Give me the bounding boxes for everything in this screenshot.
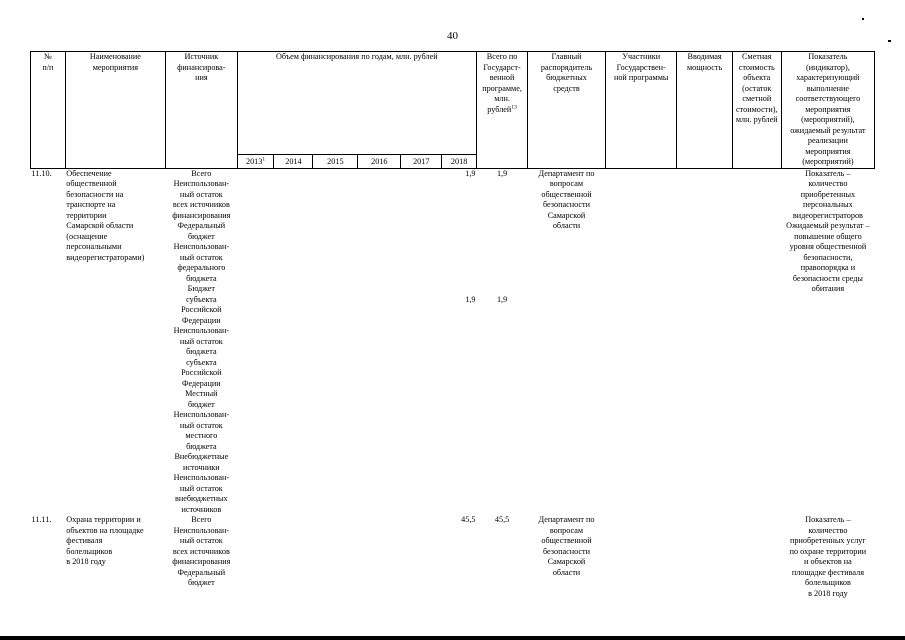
funding-table bbox=[30, 51, 875, 599]
text-line: бюджет bbox=[187, 399, 215, 409]
funding-sources bbox=[166, 515, 238, 599]
total-all-sources: 1,9 bbox=[496, 168, 508, 178]
text-line: сметной bbox=[742, 94, 772, 103]
text-line: Федеральный bbox=[177, 567, 226, 577]
text-line: всех источников bbox=[172, 200, 230, 209]
text-line: Сметная bbox=[741, 52, 772, 61]
text-line: внебюджетных bbox=[175, 494, 228, 503]
text-line: Российской bbox=[181, 368, 222, 377]
row-number: 11.11. bbox=[31, 515, 52, 524]
text-line: источники bbox=[183, 462, 220, 472]
text-line: (мероприятий), bbox=[801, 115, 855, 124]
text-line: (остаток bbox=[742, 83, 772, 93]
header-estimate bbox=[732, 52, 781, 169]
text-line: видеорегистраторами) bbox=[66, 252, 145, 262]
header-year-2018: 2018 bbox=[442, 154, 477, 168]
text-line: и объектов на bbox=[804, 557, 852, 566]
footnote-mark: 13 bbox=[511, 103, 517, 110]
text-line: стоимости), bbox=[736, 104, 778, 114]
text-line: Участники bbox=[622, 52, 661, 61]
text-line: бюджет bbox=[187, 578, 215, 587]
text-line: Неиспользован- bbox=[173, 410, 230, 419]
text-line: количество bbox=[808, 525, 848, 535]
text-line: Ожидаемый результат – bbox=[786, 221, 870, 230]
text-line: Показатель bbox=[808, 52, 848, 61]
year-2018-values bbox=[442, 168, 477, 515]
text-line: соответствующего bbox=[795, 94, 861, 103]
text-line: Всего bbox=[191, 515, 212, 524]
text-line: территории bbox=[66, 210, 107, 220]
header-source bbox=[166, 52, 238, 169]
text-line: Неиспользован- bbox=[173, 525, 230, 535]
bottom-border bbox=[0, 636, 905, 640]
text-line: Федерации bbox=[182, 315, 221, 325]
text-line: Департамент по bbox=[538, 168, 595, 178]
text-line: Неиспользован- bbox=[173, 326, 230, 335]
text-line: области bbox=[552, 221, 581, 230]
text-line: финансирования bbox=[172, 557, 231, 566]
text-line: болельщиков bbox=[804, 578, 851, 587]
text-line: субъекта bbox=[186, 357, 217, 367]
text-line: Внебюджетные bbox=[174, 452, 229, 461]
text-line: Охрана территории и bbox=[66, 515, 141, 524]
text-line: ный остаток bbox=[179, 189, 223, 199]
text-line: Источник bbox=[184, 52, 219, 61]
text-line: Федерации bbox=[182, 378, 221, 388]
text-line: ожидаемый результат bbox=[790, 125, 866, 135]
text-line: вопросам bbox=[549, 179, 584, 188]
table-row bbox=[31, 168, 875, 515]
text-line: общественной bbox=[541, 536, 592, 545]
text-line: Всего bbox=[191, 168, 212, 178]
text-line: ной программы bbox=[613, 73, 669, 82]
text-line: бюджета bbox=[186, 441, 217, 451]
text-line: ния bbox=[195, 73, 208, 82]
text-line: финансирования bbox=[172, 210, 231, 220]
budget-manager bbox=[528, 168, 606, 515]
text-line: федерального bbox=[177, 263, 226, 272]
text-line: фестиваля bbox=[66, 536, 103, 545]
text-line: п/п bbox=[42, 62, 54, 72]
text-line: реализации bbox=[807, 136, 848, 145]
text-line: безопасности, bbox=[803, 252, 853, 262]
text-line: Неиспользован- bbox=[173, 179, 230, 188]
text-line: мероприятия bbox=[805, 146, 851, 156]
text-line: Неиспользован- bbox=[173, 242, 230, 251]
text-line: Главный bbox=[551, 52, 582, 61]
text-line: повышение общего bbox=[794, 231, 862, 241]
text-line: мероприятия bbox=[92, 62, 139, 72]
header-funding-title: Объем финансирования по годам, млн. рублей bbox=[237, 52, 476, 155]
text-line: ный остаток bbox=[179, 252, 223, 262]
text-line: мощность bbox=[686, 62, 723, 72]
year-2018-value: 45,5 bbox=[461, 515, 476, 524]
header-year-2013: 2013$^1$ bbox=[237, 154, 274, 168]
text-line: млн. bbox=[494, 94, 510, 103]
text-line: площадке фестиваля bbox=[791, 567, 864, 577]
text-line: источников bbox=[181, 504, 222, 514]
text-line: (индикатор), bbox=[806, 62, 850, 72]
text-line: субъекта bbox=[186, 294, 217, 304]
text-line: средств bbox=[553, 83, 580, 93]
text-line: ный остаток bbox=[179, 336, 223, 346]
activity-name bbox=[65, 515, 165, 599]
text-line: бюджета bbox=[186, 273, 217, 283]
header-year-2014: 2014 bbox=[274, 154, 313, 168]
text-line: Всего по bbox=[486, 52, 518, 61]
text-line: в 2018 году bbox=[66, 557, 106, 566]
header-capacity bbox=[677, 52, 732, 169]
text-line: Федеральный bbox=[177, 221, 226, 230]
text-line: обитания bbox=[811, 284, 845, 293]
text-line: бюджет bbox=[187, 231, 215, 241]
header-num bbox=[31, 52, 66, 169]
row-number: 11.10. bbox=[31, 168, 66, 515]
text-line: мероприятия bbox=[805, 104, 851, 114]
funding-sources bbox=[166, 168, 238, 515]
text-line: распорядитель bbox=[540, 62, 593, 72]
header-total bbox=[476, 52, 527, 169]
text-line: характеризующий bbox=[796, 73, 860, 82]
text-line: количество bbox=[808, 179, 848, 188]
total-values bbox=[476, 168, 527, 515]
text-line: рублей$^{13}$ bbox=[487, 103, 517, 114]
header-year-2017: 2017 bbox=[401, 154, 442, 168]
text-line: Наименование bbox=[89, 52, 141, 61]
text-line: общественной bbox=[66, 179, 117, 188]
header-name bbox=[65, 52, 165, 169]
text-line: Государствен- bbox=[616, 62, 666, 72]
budget-manager bbox=[528, 515, 606, 599]
indicator-text bbox=[781, 168, 874, 515]
text-line: местного bbox=[185, 431, 218, 440]
text-line: объекта bbox=[743, 73, 771, 82]
text-line: венной bbox=[489, 73, 515, 82]
text-line: персональных bbox=[803, 200, 853, 209]
text-line: программе, bbox=[482, 83, 522, 93]
text-line: Местный bbox=[185, 389, 218, 398]
text-line: Государст- bbox=[483, 62, 521, 72]
text-line: Вводимая bbox=[687, 52, 722, 61]
text-line: (оснащение bbox=[66, 231, 108, 241]
text-line: объектов на площадке bbox=[66, 525, 144, 535]
page-number: 40 bbox=[447, 30, 458, 42]
footnote-mark: 1 bbox=[262, 155, 266, 162]
text-line: всех источников bbox=[172, 546, 230, 556]
scan-speck bbox=[888, 40, 891, 42]
text-line: ный остаток bbox=[179, 483, 223, 493]
text-line: Неиспользован- bbox=[173, 473, 230, 482]
text-line: финансирова- bbox=[177, 62, 226, 72]
header-participants bbox=[605, 52, 677, 169]
text-line: Показатель – bbox=[805, 515, 851, 524]
text-line: приобретенных bbox=[800, 189, 856, 199]
text-line: видеорегистраторов bbox=[792, 210, 863, 220]
text-line: бюджетных bbox=[546, 73, 587, 82]
text-line: стоимость bbox=[738, 62, 775, 72]
text-line: ный остаток bbox=[179, 420, 223, 430]
text-line: Российской bbox=[181, 305, 222, 314]
text-line: Обеспечение bbox=[66, 168, 112, 178]
header-year-2015: 2015 bbox=[313, 154, 358, 168]
text-line: транспорте на bbox=[66, 200, 116, 209]
text-line: ный остаток bbox=[179, 536, 223, 545]
total-value: 45,5 bbox=[494, 515, 510, 524]
text-line: Самарской bbox=[547, 557, 586, 566]
indicator-text bbox=[781, 515, 874, 599]
table-row bbox=[31, 515, 875, 599]
scan-speck bbox=[862, 18, 864, 20]
text-line: Департамент по bbox=[538, 515, 595, 524]
text-line: в 2018 году bbox=[808, 588, 848, 598]
text-line: безопасности среды bbox=[792, 273, 863, 283]
text-line: уровня общественной bbox=[789, 242, 867, 251]
text-line: Самарской bbox=[547, 210, 586, 220]
text-line: бюджета bbox=[186, 347, 217, 356]
activity-name bbox=[65, 168, 165, 515]
text-line: безопасности на bbox=[66, 189, 124, 199]
text-line: приобретенных услуг bbox=[790, 536, 866, 545]
text-line: области bbox=[552, 567, 581, 577]
text-line: общественной bbox=[541, 189, 592, 199]
total-regional-budget: 1,9 bbox=[496, 294, 508, 304]
text-line: (мероприятий) bbox=[802, 157, 854, 166]
value-all-sources: 1,9 bbox=[465, 168, 476, 178]
text-line: Бюджет bbox=[187, 284, 215, 293]
text-line: безопасности bbox=[543, 546, 590, 556]
value-regional-budget: 1,9 bbox=[465, 294, 476, 304]
text-line: правопорядка и bbox=[800, 263, 856, 272]
header-manager bbox=[528, 52, 606, 169]
table-header bbox=[31, 52, 875, 169]
text-line: персональными bbox=[66, 242, 122, 251]
header-indicator bbox=[781, 52, 874, 169]
text-line: Самарской области bbox=[66, 221, 134, 230]
text-line: болельщиков bbox=[66, 546, 113, 556]
text-line: млн. рублей bbox=[735, 115, 778, 124]
text-line: вопросам bbox=[549, 525, 584, 535]
text-line: безопасности bbox=[543, 200, 590, 209]
text-line: выполнение bbox=[806, 83, 850, 93]
text-line: по охране территории bbox=[789, 546, 867, 556]
text-line: Показатель – bbox=[805, 168, 851, 178]
header-year-2016: 2016 bbox=[358, 154, 401, 168]
text-line: № bbox=[43, 52, 52, 61]
